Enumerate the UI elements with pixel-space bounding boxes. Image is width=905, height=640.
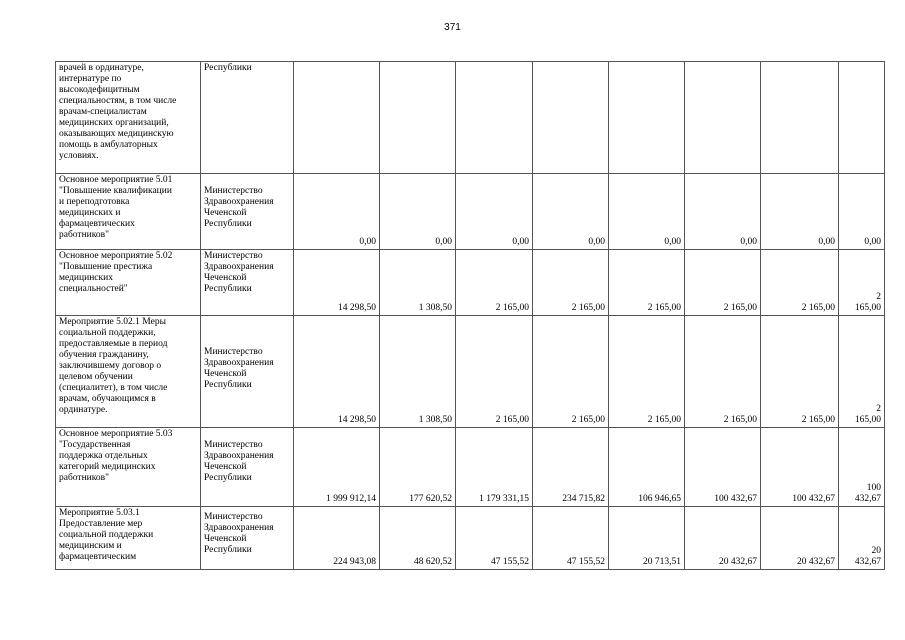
value-cell: 2 165,00 [685,250,761,316]
value-cell: 1 308,50 [380,316,456,428]
value-cell: 20 432,67 [839,507,885,570]
budget-table [55,61,885,570]
responsible-executor: Министерство Здравоохранения Чеченской Республики [201,316,294,428]
value-cell: 48 620,52 [380,507,456,570]
value-cell [609,62,685,174]
value-cell [456,62,533,174]
table-row [56,428,885,507]
responsible-executor: Министерство Здравоохранения Чеченской Республики [201,174,294,250]
activity-name: Мероприятие 5.03.1 Предоставление мер социальной поддержки медицинским и фармацевтическим [56,507,201,570]
value-cell: 106 946,65 [609,428,685,507]
value-cell: 0,00 [609,174,685,250]
table-row [56,250,885,316]
table-row [56,174,885,250]
value-cell: 0,00 [456,174,533,250]
value-cell: 2 165,00 [533,316,609,428]
responsible-executor: Министерство Здравоохранения Чеченской Республики [201,250,294,316]
value-cell: 2 165,00 [761,250,839,316]
responsible-executor: Республики [201,62,294,174]
value-cell [685,62,761,174]
activity-name: Мероприятие 5.02.1 Меры социальной поддержки, предоставляемые в период обучения гражданину, заключившему договор о целевом обучении (специалитет), в том числе врачам, обучающимся в ординатуре. [56,316,201,428]
value-cell: 47 155,52 [533,507,609,570]
value-cell: 234 715,82 [533,428,609,507]
value-cell: 0,00 [380,174,456,250]
value-cell: 20 432,67 [761,507,839,570]
value-cell: 2 165,00 [456,316,533,428]
value-cell: 100 432,67 [761,428,839,507]
value-cell: 177 620,52 [380,428,456,507]
value-cell: 224 943,08 [294,507,380,570]
value-cell: 47 155,52 [456,507,533,570]
value-cell: 0,00 [533,174,609,250]
value-cell: 0,00 [839,174,885,250]
value-cell [533,62,609,174]
value-cell: 2 165,00 [761,316,839,428]
value-cell: 14 298,50 [294,250,380,316]
value-cell: 0,00 [685,174,761,250]
activity-name: Основное мероприятие 5.02 "Повышение престижа медицинских специальностей" [56,250,201,316]
value-cell: 2 165,00 [533,250,609,316]
value-cell: 14 298,50 [294,316,380,428]
value-cell: 2 165,00 [839,316,885,428]
value-cell: 2 165,00 [685,316,761,428]
value-cell: 2 165,00 [609,316,685,428]
table-row [56,316,885,428]
responsible-executor: Министерство Здравоохранения Чеченской Республики [201,428,294,507]
value-cell: 2 165,00 [456,250,533,316]
value-cell: 0,00 [294,174,380,250]
value-cell: 2 165,00 [839,250,885,316]
value-cell: 100 432,67 [839,428,885,507]
value-cell: 1 999 912,14 [294,428,380,507]
value-cell [839,62,885,174]
activity-name: врачей в ординатуре, интернатуре по высокодефицитным специальностям, в том числе врачам-специалистам медицинских организаций, оказывающих медицинскую помощь в амбулаторных условиях. [56,62,201,174]
value-cell [761,62,839,174]
table-row [56,62,885,174]
value-cell: 20 432,67 [685,507,761,570]
value-cell [294,62,380,174]
activity-name: Основное мероприятие 5.03 "Государственная поддержка отдельных категорий медицинских работников" [56,428,201,507]
responsible-executor: Министерство Здравоохранения Чеченской Республики [201,507,294,570]
value-cell: 20 713,51 [609,507,685,570]
value-cell: 1 179 331,15 [456,428,533,507]
value-cell: 2 165,00 [609,250,685,316]
value-cell: 1 308,50 [380,250,456,316]
table-row [56,507,885,570]
value-cell: 100 432,67 [685,428,761,507]
value-cell [380,62,456,174]
value-cell: 0,00 [761,174,839,250]
page-number: 371 [444,22,461,33]
activity-name: Основное мероприятие 5.01 "Повышение квалификации и переподготовка медицинских и фармацевтических работников" [56,174,201,250]
